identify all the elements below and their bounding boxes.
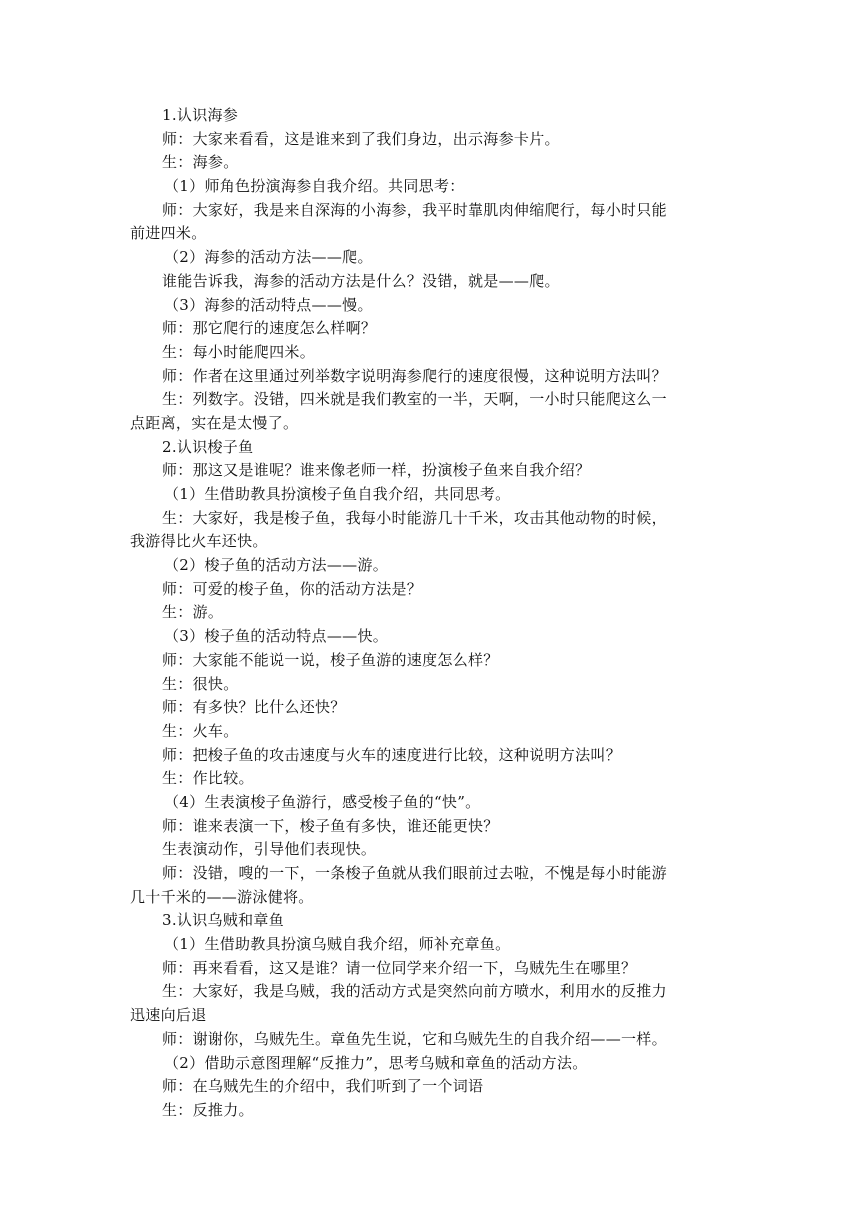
text-line: （1）师角色扮演海参自我介绍。共同思考： [164,177,465,196]
text-line: 师：有多快？比什么还快？ [162,698,346,717]
text-line: 师：大家能不能说一说，梭子鱼游的速度怎么样？ [162,650,499,669]
text-line: （3）海参的活动特点——慢。 [164,295,373,314]
text-line: （4）生表演梭子鱼游行，感受梭子鱼的“快”。 [164,792,481,811]
text-line: （2）海参的活动方法——爬。 [164,248,373,267]
text-line: 师：那它爬行的速度怎么样啊？ [162,319,377,338]
text-line: 师：可爱的梭子鱼，你的活动方法是？ [162,579,423,598]
text-line: 师：那这又是谁呢？谁来像老师一样，扮演梭子鱼来自我介绍？ [162,461,591,480]
document-body [130,104,740,1123]
text-line: 生：大家好，我是乌贼，我的活动方式是突然向前方喷水，利用水的反推力 [162,982,667,1001]
text-line: 迅速向后退 [130,1006,207,1025]
text-line: 师：把梭子鱼的攻击速度与火车的速度进行比较，这种说明方法叫？ [162,745,622,764]
text-line: 师：作者在这里通过列举数字说明海参爬行的速度很慢，这种说明方法叫？ [162,366,667,385]
text-line: 师：大家来看看，这是谁来到了我们身边，出示海参卡片。 [162,129,560,148]
text-line: （2）借助示意图理解“反推力”，思考乌贼和章鱼的活动方法。 [164,1053,588,1072]
text-line: 生：大家好，我是梭子鱼，我每小时能游几十千米，攻击其他动物的时候， [162,508,667,527]
text-line: 师：在乌贼先生的介绍中，我们听到了一个词语 [162,1077,484,1096]
text-line: 师：再来看看，这又是谁？请一位同学来介绍一下，乌贼先生在哪里？ [162,958,637,977]
text-line: 师：大家好，我是来自深海的小海参，我平时靠肌肉伸缩爬行，每小时只能 [162,200,667,219]
text-line: （2）梭子鱼的活动方法——游。 [164,556,389,575]
text-line: 2.认识梭子鱼 [162,437,254,456]
text-line: 师：没错，嗖的一下，一条梭子鱼就从我们眼前过去啦，不愧是每小时能游 [162,864,667,882]
text-line: 前进四米。 [130,224,207,243]
text-line: （1）生借助教具扮演乌贼自我介绍，师补充章鱼。 [164,935,511,954]
text-line: （3）梭子鱼的活动特点——快。 [164,627,389,646]
text-line: 生：每小时能爬四米。 [162,342,316,361]
text-line: 生：很快。 [162,674,239,693]
text-line: 几十千米的——游泳健将。 [130,887,314,906]
text-line: 1.认识海参 [162,106,239,124]
text-line: 师：谁来表演一下，梭子鱼有多快，谁还能更快？ [162,816,499,835]
text-line: 生：作比较。 [162,769,254,788]
text-line: 生：列数字。没错，四米就是我们教室的一半，天啊，一小时只能爬这么一 [162,390,667,409]
text-line: 点距离，实在是太慢了。 [130,413,299,432]
text-line: 生：游。 [162,603,224,622]
text-line: 生表演动作，引导他们表现快。 [162,840,377,859]
text-line: 谁能告诉我，海参的活动方法是什么？没错，就是——爬。 [162,271,560,290]
text-line: 生：海参。 [162,153,239,172]
text-line: 生：火车。 [162,721,239,740]
text-line: 3.认识乌贼和章鱼 [162,911,285,930]
text-line: 我游得比火车还快。 [130,532,268,551]
text-line: （1）生借助教具扮演梭子鱼自我介绍，共同思考。 [164,485,511,503]
text-line: 生：反推力。 [162,1100,254,1119]
text-line: 师：谢谢你，乌贼先生。章鱼先生说，它和乌贼先生的自我介绍——一样。 [162,1029,667,1048]
